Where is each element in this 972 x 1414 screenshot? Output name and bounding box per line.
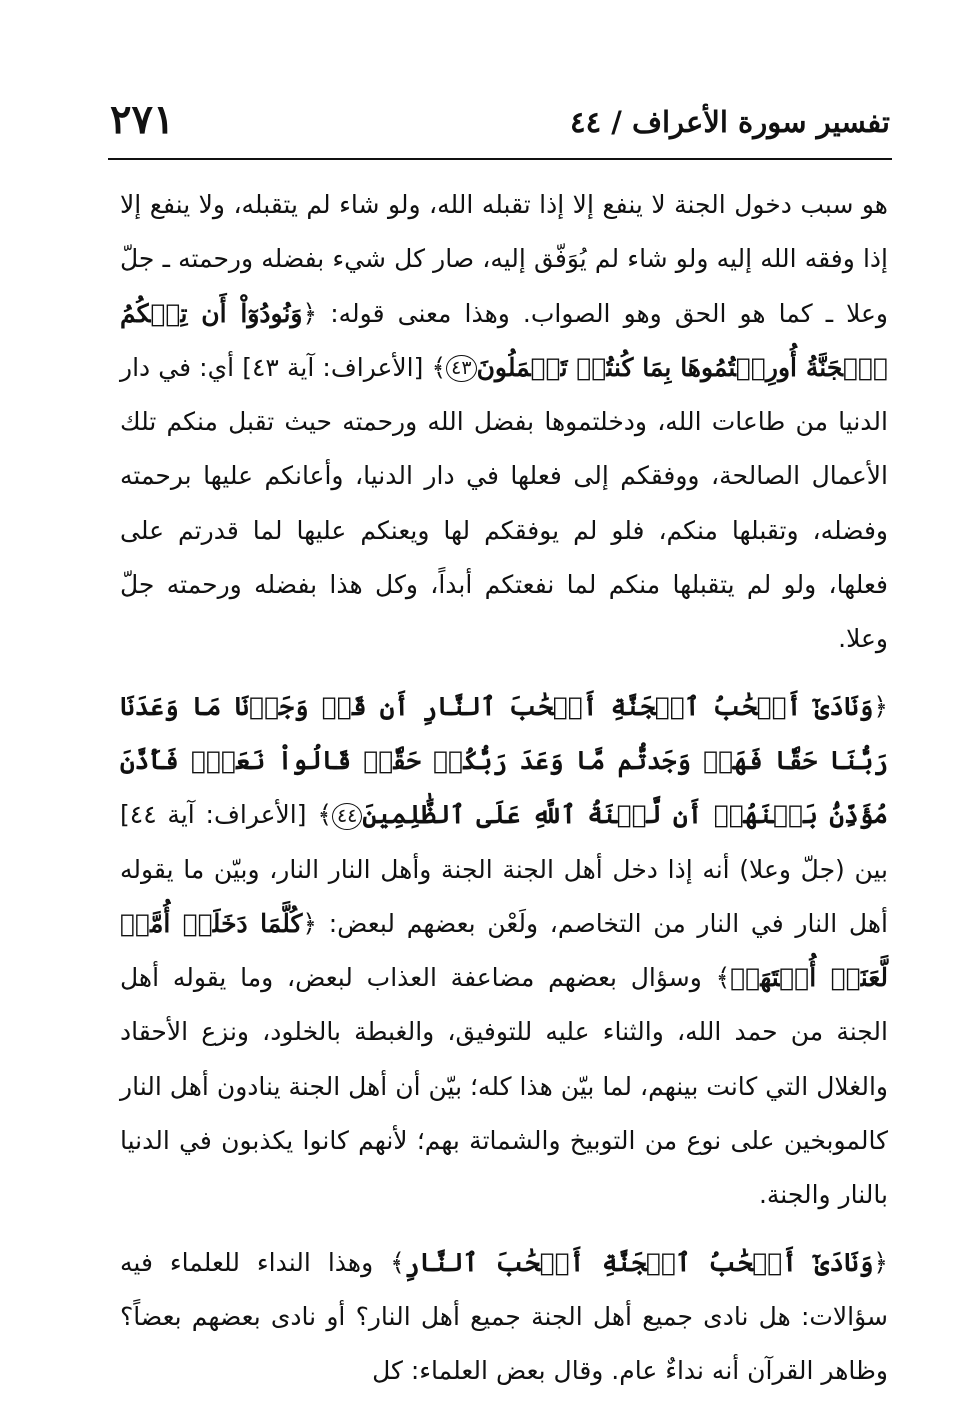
paragraph-text: هو سبب دخول الجنة لا ينفع إلا إذا تقبله الله، ولو شاء لم يتقبله، ولا ينفع إلا إذا وفقه الله إليه ولو شاء لم يُوَفّق إليه، صار كل شيء بفضله ورحمته ـ جلّ وعلا ـ كما هو الحق وهو الصواب. وهذا معنى قوله: <box>120 190 888 328</box>
quran-verse: كُلَّمَا دَخَلَتۡ أُمَّةٞ لَّعَنَتۡ أُخۡتَهَاۖ <box>120 908 888 993</box>
quran-verse: وَنَادَىٰٓ أَصۡحَٰبُ ٱلۡجَنَّةِ أَصۡحَٰبَ ٱلنَّارِ <box>404 1247 874 1277</box>
quran-bracket: ﴾ <box>715 963 731 993</box>
quran-bracket: ﴾ <box>431 352 447 382</box>
quran-bracket: ﴾ <box>390 1247 405 1277</box>
quran-bracket: ﴿ <box>873 1247 889 1277</box>
running-title: تفسير سورة الأعراف / ٤٤ <box>570 105 890 139</box>
paragraph-text: [الأعراف: آية ٤٣] أي: في دار الدنيا من طاعات الله، ودخلتموها بفضل الله ورحمته حيث تقبل منكم تلك الأعمال الصالحة، ووفقكم إلى فعلها في دار الدنيا، وأعانكم عليها برحمته وفضله، وتقبلها منكم، فلو لم يوفقكم لها ويعنكم عليها لما قدرتم على فعلها، ولو لم يتقبلها منكم لما نفعتكم أبداً، وكل هذا بفضله ورحمته جلّ وعلا. <box>120 352 888 654</box>
header-rule <box>108 158 892 160</box>
quran-bracket: ﴿ <box>302 908 318 938</box>
quran-bracket: ﴾ <box>317 800 332 830</box>
paragraph-text: وهذا النداء للعلماء فيه سؤالات: هل نادى جميع أهل الجنة جميع أهل النار؟ أو نادى بعضهم بعضاً؟ وظاهر القرآن أنه نداءٌ عام. وقال بعض العلماء: كل <box>120 1247 888 1386</box>
verse-number-marker: ٤٣ <box>446 355 476 382</box>
page-number: ٢٧١ <box>110 96 175 143</box>
quran-bracket: ﴿ <box>873 691 888 721</box>
page-header <box>110 96 890 156</box>
quran-verse: وَنَادَىٰٓ أَصۡحَٰبُ ٱلۡجَنَّةِ أَصۡحَٰبَ ٱلنَّارِ أَن قَدۡ وَجَدۡنَا مَا وَعَدَنَا رَبُّنَا حَقّٗا فَهَلۡ وَجَدتُّم مَّا وَعَدَ رَبُّكُمۡ حَقّٗاۖ قَالُواْ نَعَمۡۚ فَأَذَّنَ مُؤَذِّنُۢ بَيۡنَهُمۡ أَن لَّعۡنَةُ ٱللَّهِ عَلَى ٱلظَّٰلِمِينَ <box>120 691 888 830</box>
body-text <box>120 178 888 1399</box>
quran-bracket: ﴿ <box>302 298 318 328</box>
quran-verse: وَنُودُوٓاْ أَن تِلۡكُمُ ٱلۡجَنَّةُ أُورِثۡتُمُوهَا بِمَا كُنتُمۡ تَعۡمَلُونَ <box>120 298 888 382</box>
paragraph-text: [الأعراف: آية ٤٤] بين (جلّ وعلا) أنه إذا دخل أهل الجنة الجنة وأهل النار النار، وبيّن ما يقوله أهل النار في النار من التخاصم، ولَعْن بعضهم لبعض: <box>120 800 888 938</box>
verse-number-marker: ٤٤ <box>332 803 362 830</box>
paragraph-text: وسؤال بعضهم مضاعفة العذاب لبعض، وما يقوله أهل الجنة من حمد الله، والثناء عليه للتوفيق، والغبطة بالخلود، ونزع الأحقاد والغلال التي كانت بينهم، لما بيّن هذا كله؛ بيّن أن أهل الجنة ينادون أهل النار كالموبخين على نوع من التوبيخ والشماتة بهم؛ لأنهم كانوا يكذبون في الدنيا بالنار والجنة. <box>120 963 888 1210</box>
paragraph <box>120 1236 888 1399</box>
paragraph <box>120 178 888 667</box>
paragraph <box>120 680 888 1223</box>
